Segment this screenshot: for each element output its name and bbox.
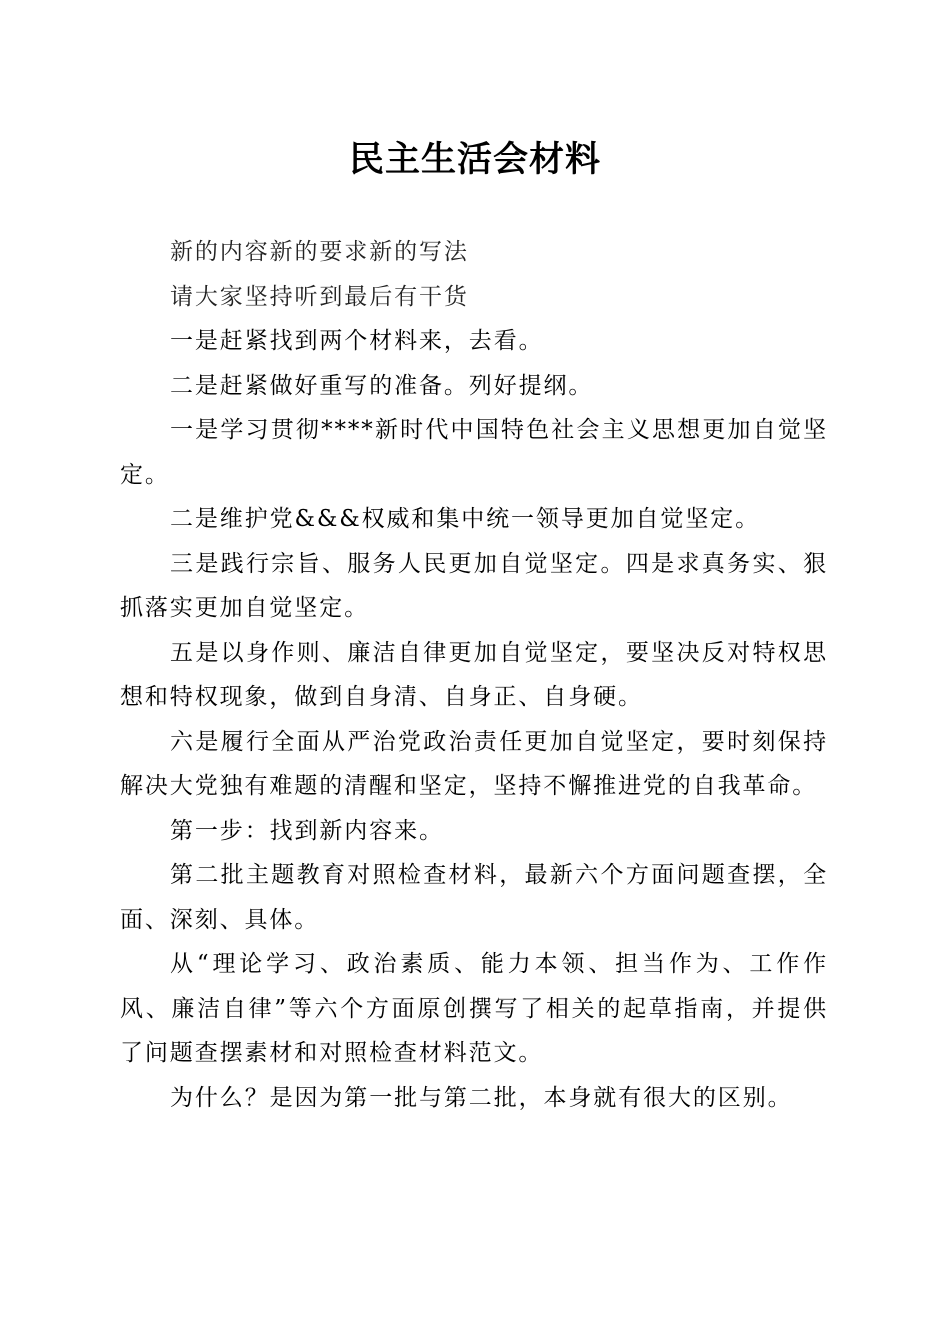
paragraph: 三是践行宗旨、服务人民更加自觉坚定。四是求真务实、狠抓落实更加自觉坚定。 bbox=[120, 550, 828, 621]
paragraph: 六是履行全面从严治党政治责任更加自觉坚定，要时刻保持解决大党独有难题的清醒和坚定，坚持不懈推进党的自我革命。 bbox=[120, 728, 828, 799]
paragraph: 二是赶紧做好重写的准备。列好提纲。 bbox=[170, 372, 594, 399]
paragraph: 从“理论学习、政治素质、能力本领、担当作为、工作作风、廉洁自律”等六个方面原创撰写了相关的起草指南，并提供了问题查摆素材和对照检查材料范文。 bbox=[120, 951, 828, 1066]
paragraph: 为什么？是因为第一批与第二批，本身就有很大的区别。 bbox=[170, 1084, 793, 1111]
paragraph: 新的内容新的要求新的写法 bbox=[170, 239, 469, 265]
document-title: 民主生活会材料 bbox=[348, 139, 601, 180]
paragraph: 五是以身作则、廉洁自律更加自觉坚定，要坚决反对特权思想和特权现象，做到自身清、自身正、自身硬。 bbox=[120, 639, 828, 710]
paragraph: 第一步：找到新内容来。 bbox=[170, 817, 444, 844]
paragraph: 一是赶紧找到两个材料来，去看。 bbox=[170, 328, 544, 354]
paragraph: 二是维护党&&&权威和集中统一领导更加自觉坚定。 bbox=[170, 506, 761, 532]
paragraph: 一是学习贯彻****新时代中国特色社会主义思想更加自觉坚定。 bbox=[120, 417, 828, 488]
document-body bbox=[120, 230, 828, 1120]
paragraph: 请大家坚持听到最后有干货 bbox=[170, 283, 469, 310]
paragraph: 第二批主题教育对照检查材料，最新六个方面问题查摆，全面、深刻、具体。 bbox=[120, 862, 828, 933]
